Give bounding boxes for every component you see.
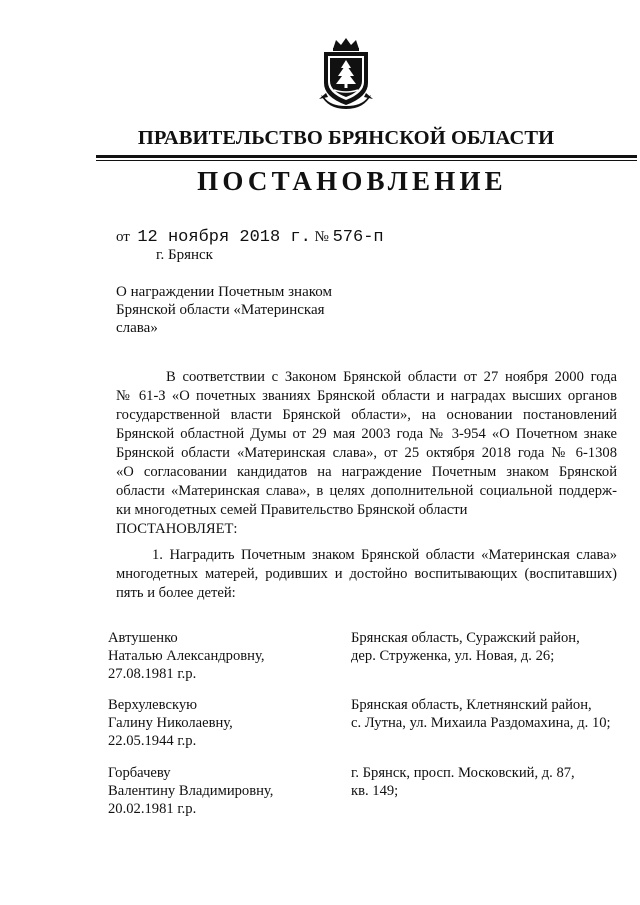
preamble-line: области «Материнская слава», в целях дополнительной социальной поддерж- [116,483,617,499]
number-sign: № [314,229,329,245]
awardee-name: Валентину Владимировну, [108,783,274,799]
awardee-address: кв. 149; [351,783,399,799]
document-type-title: ПОСТАНОВЛЕНИЕ [197,166,507,196]
awardee-surname: Горбачеву [108,765,171,781]
document-city: г. Брянск [156,247,213,263]
awardee-surname: Верхулевскую [108,697,198,713]
preamble-line: № 61-З «О почетных званиях Брянской области и наградах высших органов [116,388,617,404]
header-divider [96,155,637,158]
bryansk-coat-of-arms-icon [316,37,376,111]
awardee-address: г. Брянск, просп. Московский, д. 87, [351,765,575,781]
date-number-line [116,228,384,247]
preamble-line: «О согласовании кандидатов на награждение Почетным знаком Брянской [116,464,617,480]
organization-name: ПРАВИТЕЛЬСТВО БРЯНСКОЙ ОБЛАСТИ [137,127,555,149]
item1-line: многодетных матерей, родивших и достойно воспитывающих (воспитавших) [116,566,617,582]
awardee-surname: Автушенко [108,630,178,646]
awardee-birth: 22.05.1944 г.р. [108,733,197,749]
awardee-birth: 20.02.1981 г.р. [108,801,197,817]
awardee-address: дер. Струженка, ул. Новая, д. 26; [351,648,555,664]
item1-line: 1. Наградить Почетным знаком Брянской области «Материнская слава» [152,547,617,563]
awardee-address: с. Лутна, ул. Михаила Раздомахина, д. 10; [351,715,611,731]
resolves-word: ПОСТАНОВЛЯЕТ: [116,521,238,537]
preamble-line: Брянской областной Думы от 29 мая 2003 года № 3-954 «О Почетном знаке [116,426,617,442]
header-divider-thin [96,160,637,161]
subject-line: слава» [116,320,158,336]
awardee-name: Галину Николаевну, [108,715,233,731]
item1-line: пять и более детей: [116,585,236,601]
awardee-address: Брянская область, Суражский район, [351,630,580,646]
preamble-line: государственной власти Брянской области», на основании постановлений [116,407,617,423]
subject-line: Брянской области «Материнская [116,302,325,318]
awardee-birth: 27.08.1981 г.р. [108,666,197,682]
document-number: 576-п [332,228,384,247]
preamble-line: В соответствии с Законом Брянской области от 27 ноября 2000 года [166,369,617,385]
document-date: 12 ноября 2018 г. [137,228,311,247]
preamble-line: ки многодетных семей Правительство Брянской области [116,502,468,518]
awardee-name: Наталью Александровну, [108,648,265,664]
awardee-address: Брянская область, Клетнянский район, [351,697,592,713]
date-prefix: от [116,229,130,245]
preamble-line: Брянской области «Материнская слава», от 25 октября 2018 года № 6-1308 [116,445,617,461]
subject-line: О награждении Почетным знаком [116,284,332,300]
